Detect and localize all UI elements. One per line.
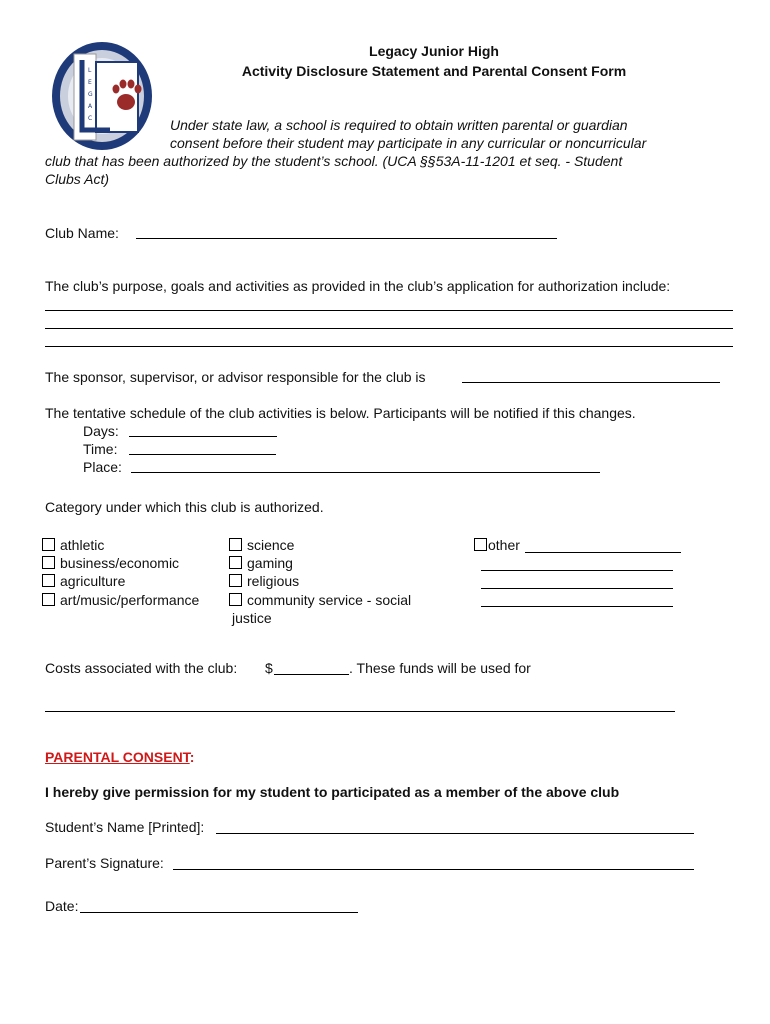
checkbox[interactable] <box>42 593 55 606</box>
cost-amount-field[interactable] <box>274 674 349 675</box>
sponsor-label: The sponsor, supervisor, or advisor responsible for the club is <box>45 369 426 385</box>
category-gaming[interactable] <box>229 555 293 572</box>
school-name: Legacy Junior High <box>369 43 499 59</box>
other-field-1[interactable] <box>525 552 681 553</box>
place-field[interactable] <box>131 472 600 473</box>
svg-text:E: E <box>88 79 92 86</box>
consent-statement: I hereby give permission for my student to participated as a member of the above club <box>45 784 620 800</box>
category-art[interactable] <box>42 592 199 609</box>
category-label-text: science <box>247 537 295 553</box>
purpose-field-line-3[interactable] <box>45 346 733 347</box>
purpose-field-line-1[interactable] <box>45 310 733 311</box>
date-field[interactable] <box>80 912 358 913</box>
category-label-text: business/economic <box>60 555 180 571</box>
category-label-text: agriculture <box>60 573 126 589</box>
intro-line-1: Under state law, a school is required to obtain written parental or guardian <box>170 117 628 133</box>
category-agriculture[interactable] <box>42 573 125 590</box>
club-name-label: Club Name: <box>45 225 119 241</box>
form-title: Activity Disclosure Statement and Parental Consent Form <box>241 63 627 79</box>
costs-label: Costs associated with the club: <box>45 660 238 676</box>
date-label: Date: <box>45 898 79 914</box>
checkbox[interactable] <box>229 574 242 587</box>
category-label: Category under which this club is authorized. <box>45 499 324 515</box>
student-name-field[interactable] <box>216 833 694 834</box>
consent-heading <box>45 749 194 766</box>
place-label: Place: <box>83 459 122 475</box>
svg-text:C: C <box>88 115 93 122</box>
funds-use-field[interactable] <box>45 711 675 712</box>
checkbox[interactable] <box>42 538 55 551</box>
currency-symbol: $ <box>265 660 273 676</box>
days-label: Days: <box>83 423 119 439</box>
svg-text:L: L <box>88 67 92 74</box>
category-business[interactable] <box>42 555 179 572</box>
days-field[interactable] <box>129 436 277 437</box>
club-name-field[interactable] <box>136 238 557 239</box>
intro-line-2: consent before their student may participate in any curricular or noncurricular <box>170 135 647 151</box>
purpose-field-line-2[interactable] <box>45 328 733 329</box>
category-label-text: athletic <box>60 537 105 553</box>
checkbox[interactable] <box>229 538 242 551</box>
category-community[interactable] <box>229 592 411 609</box>
svg-text:A: A <box>88 103 93 110</box>
parent-signature-field[interactable] <box>173 869 694 870</box>
consent-heading-colon: : <box>189 749 195 765</box>
time-label: Time: <box>83 441 118 457</box>
checkbox[interactable] <box>474 538 487 551</box>
consent-heading-text: PARENTAL CONSENT <box>45 749 190 765</box>
category-athletic[interactable] <box>42 537 104 554</box>
category-other[interactable] <box>474 537 520 554</box>
purpose-label: The club’s purpose, goals and activities as provided in the club’s application for authorization include: <box>45 278 671 294</box>
category-science[interactable] <box>229 537 294 554</box>
time-field[interactable] <box>129 454 276 455</box>
parent-signature-label: Parent’s Signature: <box>45 855 164 871</box>
category-label-text: community service - social <box>247 592 412 608</box>
checkbox[interactable] <box>42 574 55 587</box>
sponsor-field[interactable] <box>462 382 720 383</box>
intro-line-3: club that has been authorized by the student’s school. (UCA §§53A-11-1201 et seq. - Student <box>45 153 623 169</box>
funds-label: . These funds will be used for <box>349 660 531 676</box>
other-field-4[interactable] <box>481 606 673 607</box>
schedule-label: The tentative schedule of the club activities is below. Participants will be notified if this changes. <box>45 405 636 421</box>
svg-text:G: G <box>88 91 93 98</box>
checkbox[interactable] <box>229 593 242 606</box>
category-label-text: religious <box>247 573 300 589</box>
student-name-label: Student’s Name [Printed]: <box>45 819 205 835</box>
category-religious[interactable] <box>229 573 299 590</box>
category-community-wrap: justice <box>232 610 272 626</box>
category-label-text: art/music/performance <box>60 592 200 608</box>
checkbox[interactable] <box>42 556 55 569</box>
intro-line-4: Clubs Act) <box>45 171 110 187</box>
other-field-2[interactable] <box>481 570 673 571</box>
category-label-text: other <box>488 537 520 553</box>
category-label-text: gaming <box>247 555 293 571</box>
checkbox[interactable] <box>229 556 242 569</box>
other-field-3[interactable] <box>481 588 673 589</box>
